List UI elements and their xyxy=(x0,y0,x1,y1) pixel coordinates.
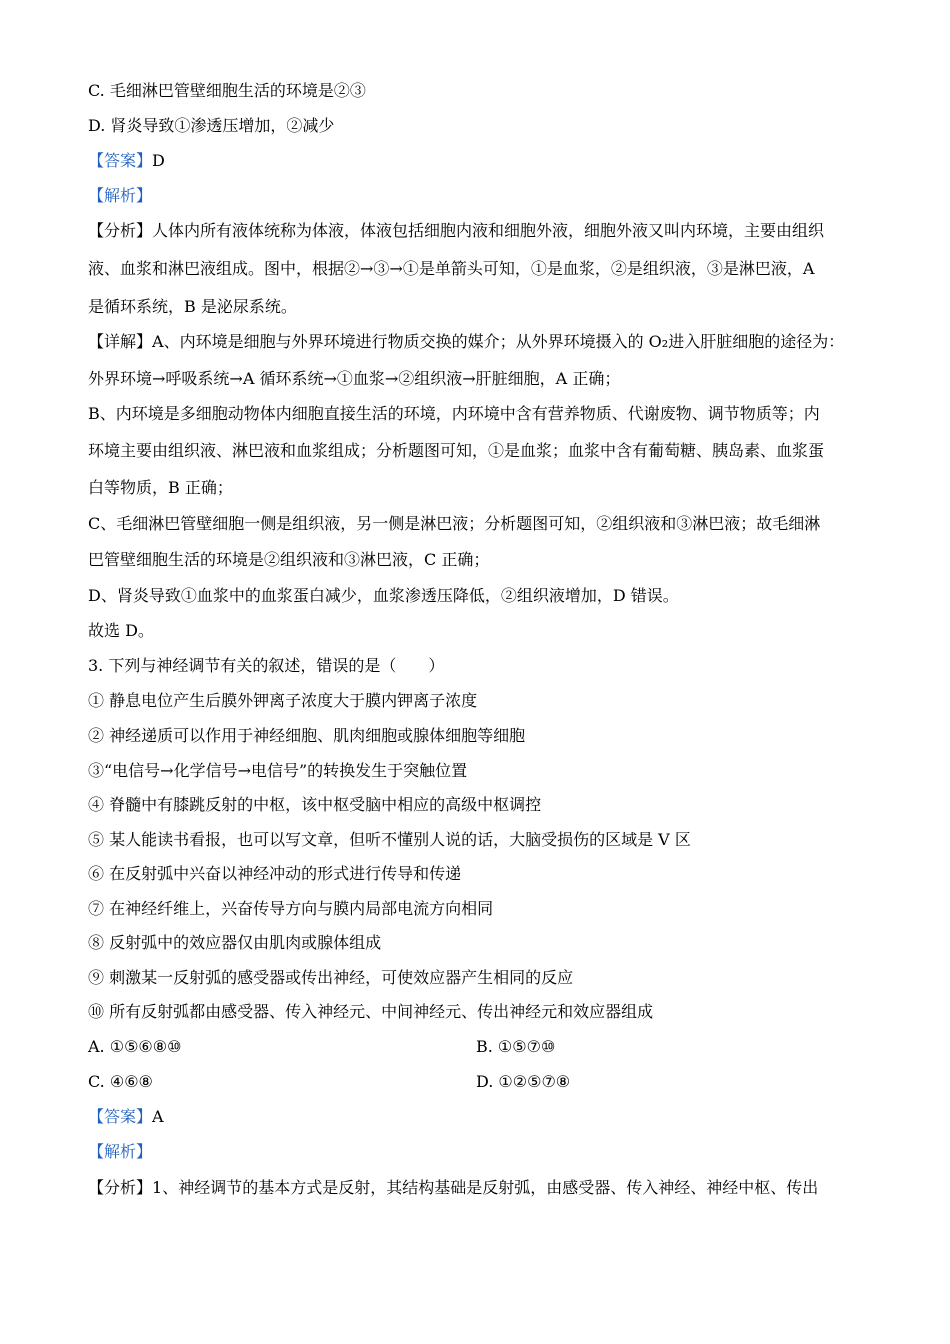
detail-line-1 xyxy=(88,331,868,353)
q3-answer-line xyxy=(88,1106,868,1128)
xiangjie-tag: 【详解】 xyxy=(88,332,153,351)
question-3-stem: 3. 下列与神经调节有关的叙述，错误的是（ ） xyxy=(88,656,445,675)
q3-answer-tag: 【答案】 xyxy=(88,1107,153,1126)
detail-line-8: D、肾炎导致①血浆中的血浆蛋白减少，血浆渗透压降低，②组织液增加，D 错误。 xyxy=(88,586,679,605)
q3-option-b: B. ①⑤⑦⑩ xyxy=(476,1037,556,1056)
q3-option-a: A. ①⑤⑥⑧⑩ xyxy=(88,1037,182,1056)
option-c-text: C. 毛细淋巴管壁细胞生活的环境是②③ xyxy=(88,81,366,100)
q3-option-d: D. ①②⑤⑦⑧ xyxy=(476,1072,571,1091)
q3-fenxi-line xyxy=(88,1177,868,1199)
q3-fenxi-tag: 【分析】 xyxy=(88,1178,153,1197)
q3-analysis-tag: 【解析】 xyxy=(88,1142,153,1161)
fenxi-text: 人体内所有液体统称为体液，体液包括细胞内液和细胞外液，细胞外液又叫内环境，主要由组织 xyxy=(152,221,825,240)
fenxi-line-3: 是循环系统，B 是泌尿系统。 xyxy=(88,297,297,316)
q3-item-3: ③“电信号→化学信号→电信号”的转换发生于突触位置 xyxy=(88,761,468,780)
detail-text: A、内环境是细胞与外界环境进行物质交换的媒介；从外界环境摄入的 O₂进入肝脏细胞的途径为： xyxy=(152,332,845,351)
q3-item-6: ⑥ 在反射弧中兴奋以神经冲动的形式进行传导和传递 xyxy=(88,864,462,883)
detail-line-7: 巴管壁细胞生活的环境是②组织液和③淋巴液，C 正确； xyxy=(88,550,490,569)
fenxi-line-2: 液、血浆和淋巴液组成。图中，根据②→③→①是单箭头可知，①是血浆，②是组织液，③是淋巴液，A xyxy=(88,259,815,278)
option-d-text: D. 肾炎导致①渗透压增加，②减少 xyxy=(88,116,335,135)
detail-line-6: C、毛细淋巴管壁细胞一侧是组织液，另一侧是淋巴液；分析题图可知，②组织液和③淋巴液；故毛细淋 xyxy=(88,514,821,533)
fenxi-tag: 【分析】 xyxy=(88,221,153,240)
q3-item-8: ⑧ 反射弧中的效应器仅由肌肉或腺体组成 xyxy=(88,933,382,952)
q3-item-5: ⑤ 某人能读书看报，也可以写文章，但听不懂别人说的话，大脑受损伤的区域是 V 区 xyxy=(88,830,691,849)
q3-item-9: ⑨ 刺激某一反射弧的感受器或传出神经，可使效应器产生相同的反应 xyxy=(88,968,574,987)
answer-value: D xyxy=(152,151,165,170)
q3-item-1: ① 静息电位产生后膜外钾离子浓度大于膜内钾离子浓度 xyxy=(88,691,478,710)
q3-analysis-heading xyxy=(88,1141,868,1163)
detail-line-5: 白等物质，B 正确； xyxy=(88,478,233,497)
analysis-tag: 【解析】 xyxy=(88,186,153,205)
q3-item-2: ② 神经递质可以作用于神经细胞、肌肉细胞或腺体细胞等细胞 xyxy=(88,726,526,745)
q3-answer-value: A xyxy=(152,1107,164,1126)
detail-line-9: 故选 D。 xyxy=(88,621,154,640)
detail-line-3: B、内环境是多细胞动物体内细胞直接生活的环境，内环境中含有营养物质、代谢废物、调节物质等；内 xyxy=(88,404,820,423)
q3-fenxi-text: 1、神经调节的基本方式是反射，其结构基础是反射弧，由感受器、传入神经、神经中枢、传出 xyxy=(152,1178,819,1197)
q3-item-7: ⑦ 在神经纤维上，兴奋传导方向与膜内局部电流方向相同 xyxy=(88,899,494,918)
q3-option-c: C. ④⑥⑧ xyxy=(88,1072,153,1091)
q3-item-10: ⑩ 所有反射弧都由感受器、传入神经元、中间神经元、传出神经元和效应器组成 xyxy=(88,1002,654,1021)
detail-line-4: 环境主要由组织液、淋巴液和血浆组成；分析题图可知，①是血浆；血浆中含有葡萄糖、胰岛素、血浆蛋 xyxy=(88,441,825,460)
answer-tag: 【答案】 xyxy=(88,151,153,170)
fenxi-line-1 xyxy=(88,220,868,242)
analysis-heading xyxy=(88,185,868,207)
q3-item-4: ④ 脊髓中有膝跳反射的中枢，该中枢受脑中相应的高级中枢调控 xyxy=(88,795,542,814)
detail-line-2: 外界环境→呼吸系统→A 循环系统→①血浆→②组织液→肝脏细胞，A 正确； xyxy=(88,369,621,388)
answer-line xyxy=(88,150,868,172)
